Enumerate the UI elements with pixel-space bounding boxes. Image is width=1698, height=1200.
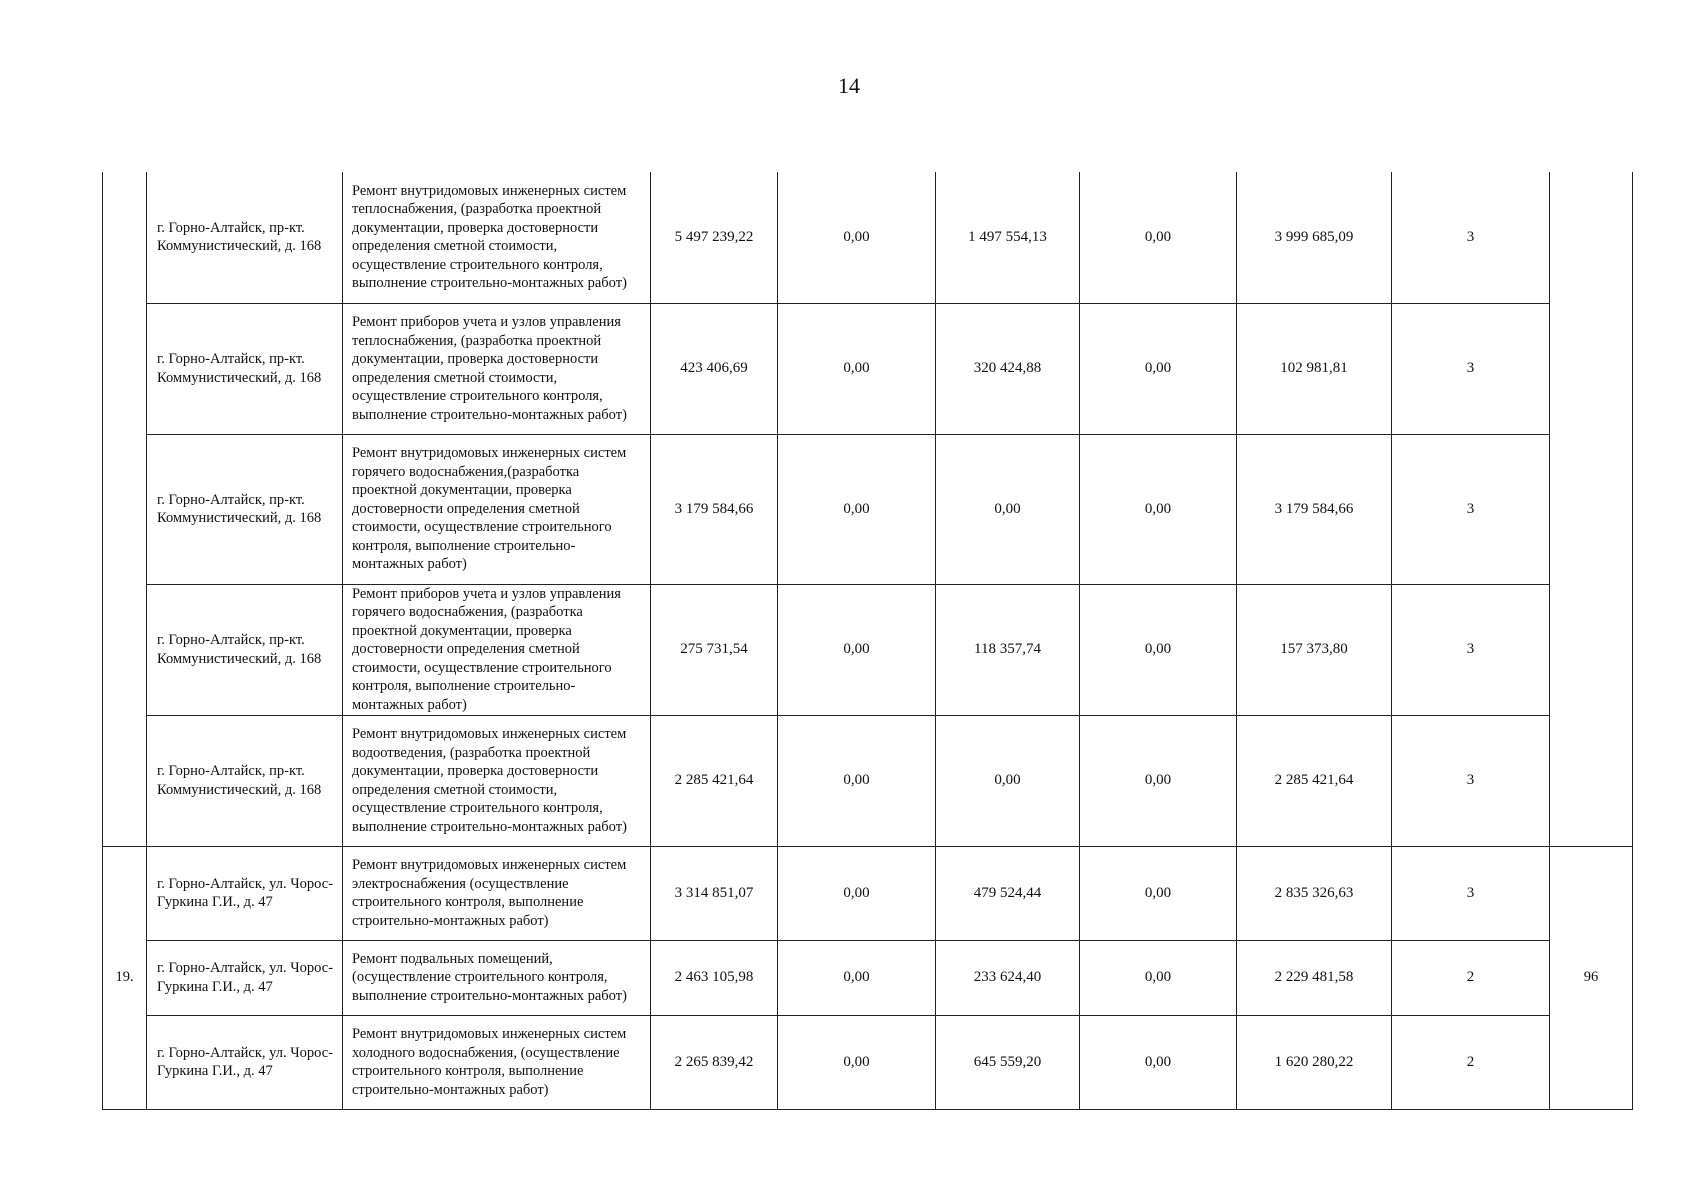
term-cell: 3 [1392,715,1550,846]
total-cost-cell: 3 314 851,07 [651,846,778,940]
table-row [103,172,1633,303]
amount-cell: 0,00 [1080,846,1237,940]
amount-cell: 0,00 [778,303,936,434]
table-row [103,584,1633,715]
work-description-cell: Ремонт внутридомовых инженерных систем водоотведения, (разработка проектной документации, проверка достоверности определения сметной стоимости, осуществление строительного контроля, выполнение строительно-монтажных работ) [343,715,651,846]
row-index: 19. [103,846,147,1109]
term-cell: 3 [1392,303,1550,434]
amount-cell: 0,00 [778,172,936,303]
amount-cell: 0,00 [778,940,936,1015]
total-cost-cell: 2 265 839,42 [651,1015,778,1109]
amount-cell: 3 999 685,09 [1237,172,1392,303]
table-row [103,303,1633,434]
amount-cell: 0,00 [1080,303,1237,434]
address-cell: г. Горно-Алтайск, пр-кт. Коммунистический, д. 168 [147,584,343,715]
amount-cell: 2 835 326,63 [1237,846,1392,940]
amount-cell: 2 229 481,58 [1237,940,1392,1015]
amount-cell: 157 373,80 [1237,584,1392,715]
amount-cell: 3 179 584,66 [1237,434,1392,584]
address-cell: г. Горно-Алтайск, пр-кт. Коммунистический, д. 168 [147,303,343,434]
work-description-cell: Ремонт приборов учета и узлов управления горячего водоснабжения, (разработка проектной документации, проверка достоверности определения сметной стоимости, осуществление строительного контроля, выполнение строительно-монтажных работ) [343,584,651,715]
amount-cell: 1 620 280,22 [1237,1015,1392,1109]
term-cell: 3 [1392,846,1550,940]
amount-cell: 645 559,20 [936,1015,1080,1109]
amount-cell: 0,00 [1080,940,1237,1015]
total-cost-cell: 2 463 105,98 [651,940,778,1015]
amount-cell: 0,00 [1080,584,1237,715]
table-row [103,940,1633,1015]
amount-cell: 0,00 [778,1015,936,1109]
total-cost-cell: 2 285 421,64 [651,715,778,846]
term-cell: 2 [1392,940,1550,1015]
amount-cell: 0,00 [936,715,1080,846]
work-description-cell: Ремонт подвальных помещений,(осуществление строительного контроля, выполнение строительно-монтажных работ) [343,940,651,1015]
term-cell: 3 [1392,434,1550,584]
address-cell: г. Горно-Алтайск, пр-кт. Коммунистический, д. 168 [147,715,343,846]
address-cell: г. Горно-Алтайск, пр-кт. Коммунистический, д. 168 [147,172,343,303]
work-description-cell: Ремонт внутридомовых инженерных систем холодного водоснабжения, (осуществление строительного контроля, выполнение строительно-монтажных работ) [343,1015,651,1109]
amount-cell: 0,00 [778,584,936,715]
total-cost-cell: 3 179 584,66 [651,434,778,584]
total-cost-cell: 5 497 239,22 [651,172,778,303]
amount-cell: 0,00 [1080,434,1237,584]
page-number: 14 [838,73,860,98]
table-row [103,434,1633,584]
group-total-cell [1550,172,1633,846]
amount-cell: 1 497 554,13 [936,172,1080,303]
table-row [103,715,1633,846]
amount-cell: 0,00 [778,715,936,846]
table-row [103,1015,1633,1109]
amount-cell: 0,00 [1080,1015,1237,1109]
work-description-cell: Ремонт приборов учета и узлов управления теплоснабжения, (разработка проектной документации, проверка достоверности определения сметной стоимости, осуществление строительного контроля, выполнение строительно-монтажных работ) [343,303,651,434]
address-cell: г. Горно-Алтайск, ул. Чорос-Гуркина Г.И., д. 47 [147,940,343,1015]
amount-cell: 320 424,88 [936,303,1080,434]
address-cell: г. Горно-Алтайск, пр-кт. Коммунистический, д. 168 [147,434,343,584]
amount-cell: 233 624,40 [936,940,1080,1015]
amount-cell: 0,00 [1080,715,1237,846]
amount-cell: 0,00 [778,846,936,940]
term-cell: 2 [1392,1015,1550,1109]
work-description-cell: Ремонт внутридомовых инженерных систем горячего водоснабжения,(разработка проектной документации, проверка достоверности определения сметной стоимости, осуществление строительного контроля, выполнение строительно-монтажных работ) [343,434,651,584]
work-description-cell: Ремонт внутридомовых инженерных систем электроснабжения (осуществление строительного контроля, выполнение строительно-монтажных работ) [343,846,651,940]
amount-cell: 0,00 [1080,172,1237,303]
total-cost-cell: 423 406,69 [651,303,778,434]
amount-cell: 102 981,81 [1237,303,1392,434]
repair-works-table [102,172,1633,1110]
amount-cell: 118 357,74 [936,584,1080,715]
amount-cell: 2 285 421,64 [1237,715,1392,846]
row-index [103,172,147,846]
total-cost-cell: 275 731,54 [651,584,778,715]
group-total-cell: 96 [1550,846,1633,1109]
amount-cell: 0,00 [778,434,936,584]
work-description-cell: Ремонт внутридомовых инженерных систем теплоснабжения, (разработка проектной документации, проверка достоверности определения сметной стоимости, осуществление строительного контроля, выполнение строительно-монтажных работ) [343,172,651,303]
term-cell: 3 [1392,584,1550,715]
address-cell: г. Горно-Алтайск, ул. Чорос-Гуркина Г.И., д. 47 [147,846,343,940]
address-cell: г. Горно-Алтайск, ул. Чорос-Гуркина Г.И., д. 47 [147,1015,343,1109]
amount-cell: 479 524,44 [936,846,1080,940]
term-cell: 3 [1392,172,1550,303]
amount-cell: 0,00 [936,434,1080,584]
table-row [103,846,1633,940]
